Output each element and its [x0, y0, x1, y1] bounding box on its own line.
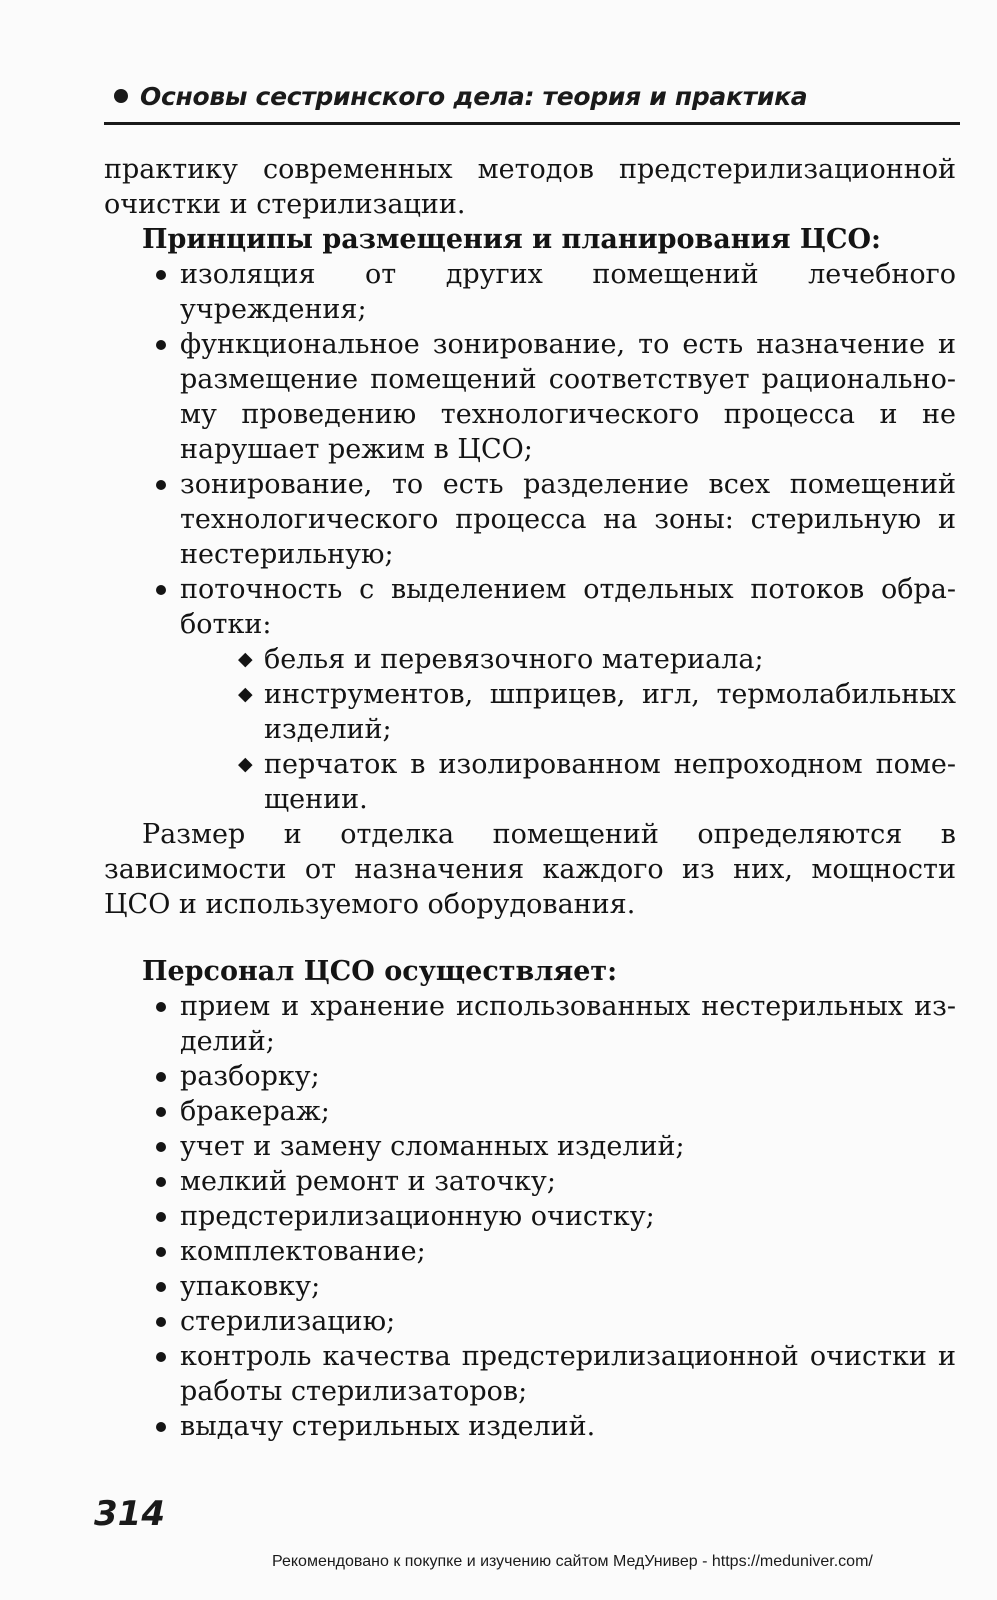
sub-list-item: ◆ перчаток в изолированном непроходном помещении.	[264, 747, 956, 817]
processing-flows-list	[104, 642, 956, 817]
list-item: бракераж;	[180, 1094, 956, 1129]
page-body	[104, 152, 956, 1444]
running-header-text: Основы сестринского дела: теория и практика	[140, 82, 808, 111]
list-item: функциональное зонирование, то есть назначение и размещение помещений соответствует рациональному проведению технологического процесса и не нарушает режим в ЦСО;	[180, 329, 956, 465]
header-rule	[104, 122, 960, 125]
staff-duties-list	[104, 989, 956, 1444]
list-item: учет и замену сломанных изделий;	[180, 1129, 956, 1164]
size-paragraph: Размер и отделка помещений определяются в зависимости от назначения каждого из них, мощности ЦСО и используемого оборудования.	[104, 819, 956, 920]
list-item: прием и хранение использованных нестерильных изделий;	[180, 991, 956, 1057]
list-item: стерилизацию;	[180, 1304, 956, 1339]
section-heading-staff: Персонал ЦСО осуществляет:	[142, 956, 618, 987]
list-item: комплектование;	[180, 1234, 956, 1269]
running-header	[114, 82, 807, 111]
footer-note: Рекомендовано к покупке и изучению сайтом МедУнивер - https://meduniver.com/	[272, 1553, 873, 1570]
list-item: разборку;	[180, 1059, 956, 1094]
page-number: 314	[94, 1494, 165, 1534]
list-item: предстерилизационную очистку;	[180, 1199, 956, 1234]
sub-list-item: ◆ инструментов, шприцев, игл, термолабильных изделий;	[264, 677, 956, 747]
header-bullet-icon	[114, 89, 128, 103]
list-item: поточность с выделением отдельных потоков обработки:	[180, 574, 956, 640]
list-item: выдачу стерильных изделий.	[180, 1409, 956, 1444]
continuation-paragraph: практику современных методов предстерилизационной очистки и стерилизации.	[104, 154, 956, 220]
list-item: упаковку;	[180, 1269, 956, 1304]
list-item: контроль качества предстерилизационной очистки и работы стерилизаторов;	[180, 1341, 956, 1407]
list-item: мелкий ремонт и заточку;	[180, 1164, 956, 1199]
principles-list	[104, 257, 956, 642]
sub-list-item: ◆ белья и перевязочного материала;	[264, 642, 956, 677]
list-item: изоляция от других помещений лечебного учреждения;	[180, 259, 956, 325]
list-item: зонирование, то есть разделение всех помещений технологического процесса на зоны: стерильную и нестерильную;	[180, 469, 956, 570]
section-spacer	[104, 922, 956, 954]
section-heading-principles: Принципы размещения и планирования ЦСО:	[142, 224, 881, 255]
